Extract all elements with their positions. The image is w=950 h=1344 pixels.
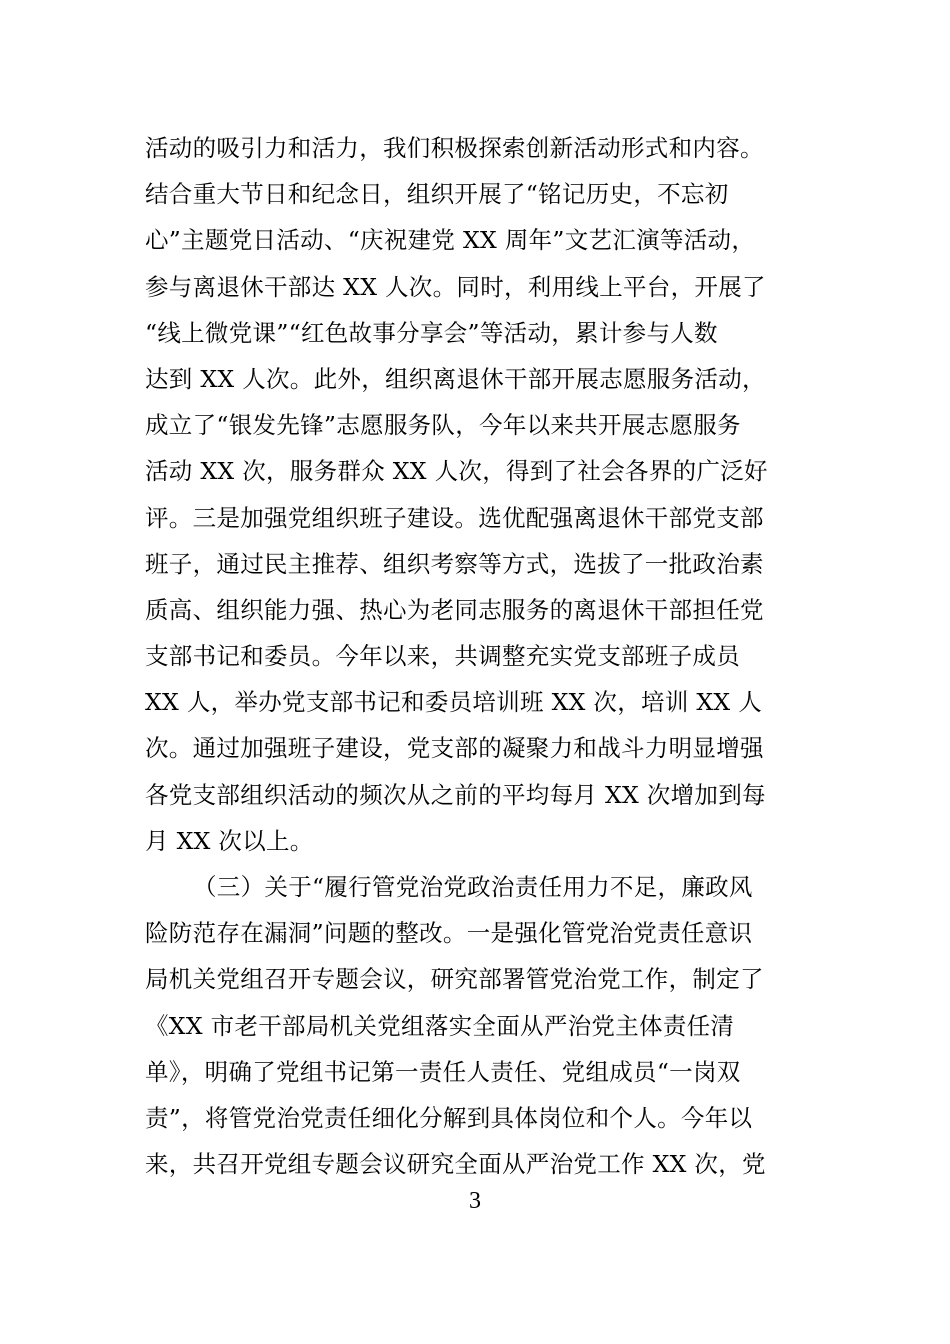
text-line: 活动的吸引力和活力，我们积极探索创新活动形式和内容。 — [145, 134, 764, 162]
text-line: 结合重大节日和纪念日，组织开展了“铭记历史，不忘初 — [145, 180, 729, 209]
text-line: 来，共召开党组专题会议研究全面从严治党工作 XX 次，党 — [145, 1150, 766, 1179]
text-line: 责”，将管党治党责任细化分解到具体岗位和个人。今年以 — [145, 1103, 753, 1132]
text-line: 次。通过加强班子建设，党支部的凝聚力和战斗力明显增强 — [145, 734, 764, 763]
text-line: 参与离退休干部达 XX 人次。同时，利用线上平台，开展了 — [145, 272, 766, 301]
text-line: 局机关党组召开专题会议，研究部署管党治党工作，制定了 — [145, 965, 764, 994]
text-line: 活动 XX 次，服务群众 XX 人次，得到了社会各界的广泛好 — [145, 457, 768, 486]
text-line: 险防范存在漏洞”问题的整改。一是强化管党治党责任意识 — [145, 919, 753, 948]
text-line: 班子，通过民主推荐、组织考察等方式，选拔了一批政治素 — [145, 549, 764, 578]
body-text — [145, 125, 815, 1187]
text-line: 各党支部组织活动的频次从之前的平均每月 XX 次增加到每 — [145, 780, 766, 809]
text-line: 成立了“银发先锋”志愿服务队，今年以来共开展志愿服务 — [145, 411, 741, 440]
text-line: “线上微党课”“红色故事分享会”等活动，累计参与人数 — [145, 318, 718, 347]
text-line: 单》，明确了党组书记第一责任人责任、党组成员“一岗双 — [145, 1057, 741, 1086]
page-number: 3 — [469, 1188, 481, 1214]
section-heading-line: （三）关于“履行管党治党政治责任用力不足，廉政风 — [193, 873, 753, 901]
text-line: 《XX 市老干部局机关党组落实全面从严治党主体责任清 — [145, 1011, 735, 1040]
text-line: 支部书记和委员。今年以来，共调整充实党支部班子成员 — [145, 642, 740, 671]
text-line: 心”主题党日活动、“庆祝建党 XX 周年”文艺汇演等活动， — [145, 226, 756, 255]
text-line: 评。三是加强党组织班子建设。选优配强离退休干部党支部 — [145, 503, 764, 532]
text-line: 质高、组织能力强、热心为老同志服务的离退休干部担任党 — [145, 595, 764, 624]
text-line: 月 XX 次以上。 — [145, 826, 314, 855]
text-line: 达到 XX 人次。此外，组织离退休干部开展志愿服务活动， — [145, 364, 766, 393]
text-line: XX 人，举办党支部书记和委员培训班 XX 次，培训 XX 人 — [145, 688, 763, 717]
